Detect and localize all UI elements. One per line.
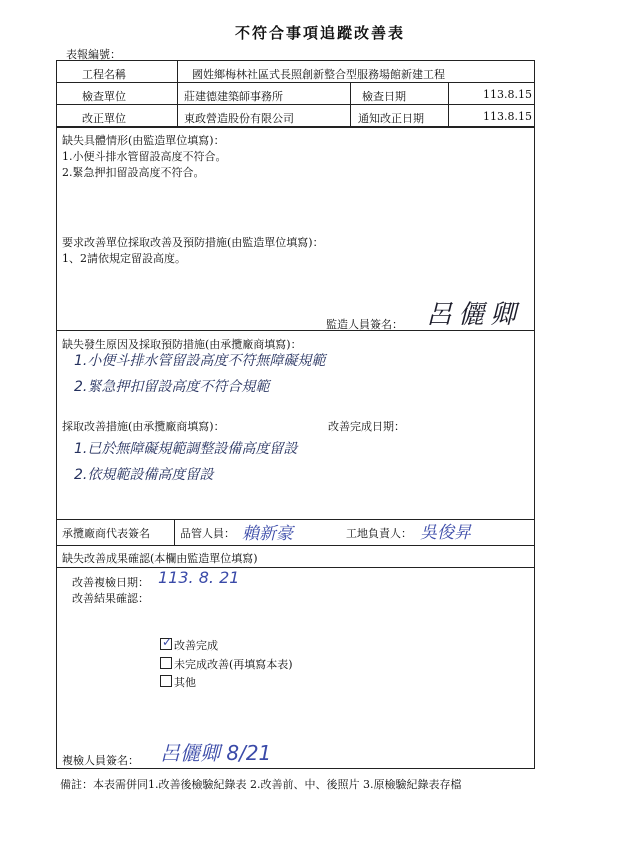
recheck-person-label: 複檢人員簽名： [62,754,139,767]
option-not-completed[interactable]: 未完成改善(再填寫本表) [160,656,293,672]
notice-date-label: 通知改正日期 [358,112,424,125]
qm-label: 品管人員： [180,527,235,540]
contractor-signature-label: 承攬廠商代表簽名 [62,527,150,540]
inspection-unit-value: 莊建德建築師事務所 [184,90,283,103]
confirm-label: 缺失改善成果確認(本欄由監造單位填寫) [62,552,258,565]
section-divider [56,567,534,568]
inspection-unit-label: 檢查單位 [82,90,126,103]
deficiency-label: 缺失具體情形(由監造單位填寫)： [62,134,225,147]
checkbox[interactable] [160,657,172,669]
improvement-line: 1.已於無障礙規範調整設備高度留設 [74,441,298,457]
deficiency-item: 2.緊急押扣留設高度不符合。 [62,166,205,179]
project-name-label: 工程名稱 [82,68,126,81]
cause-line: 2.緊急押扣留設高度不符合規範 [74,379,270,395]
site-manager-signature: 吳俊昇 [420,523,471,543]
supervisor-signature: 呂儷卿 [426,300,523,330]
footer-note: 備註：本表需併同1.改善後檢驗紀錄表 2.改善前、中、後照片 3.原檢驗紀錄表存檔 [60,778,462,791]
recheck-date-label: 改善複檢日期： [72,576,149,589]
result-confirm-label: 改善結果確認： [72,592,149,605]
deficiency-item: 1.小便斗排水管留設高度不符合。 [62,150,227,163]
cause-line: 1.小便斗排水管留設高度不符無障礙規範 [74,353,326,369]
section-divider [56,545,534,546]
recheck-date-value: 113. 8. 21 [158,568,240,587]
checkbox-checked[interactable] [160,635,173,650]
inspection-date-label: 檢查日期 [362,90,406,103]
supervisor-signature-label: 監造人員簽名： [326,318,403,331]
notice-date-value: 113.8.15 [483,110,532,123]
correction-unit-label: 改正單位 [82,112,126,125]
requirement-text: 1、2請依規定留設高度。 [62,252,186,265]
option-completed[interactable]: ✓ 改善完成 [162,635,218,652]
completion-date-label: 改善完成日期： [328,420,405,433]
check-mark-icon: ✓ [162,635,173,649]
checkbox[interactable] [160,675,172,687]
option-other[interactable]: 其他 [160,674,196,690]
correction-unit-value: 東政營造股份有限公司 [184,112,294,125]
qm-signature: 賴新豪 [242,524,293,544]
project-name-value: 國姓鄉梅林社區式長照創新整合型服務場館新建工程 [192,68,445,81]
inspection-date-value: 113.8.15 [483,88,532,101]
cause-label: 缺失發生原因及採取預防措施(由承攬廠商填寫)： [62,338,302,351]
improvement-line: 2.依規範設備高度留設 [74,467,214,483]
site-manager-label: 工地負責人： [346,527,412,540]
improvement-label: 採取改善措施(由承攬廠商填寫)： [62,420,225,433]
requirement-label: 要求改善單位採取改善及預防措施(由監造單位填寫)： [62,236,324,249]
form-number-label: 表報編號： [66,48,121,61]
page-title: 不符合事項追蹤改善表 [234,24,405,42]
recheck-signature: 呂儷卿 8/21 [160,741,272,765]
